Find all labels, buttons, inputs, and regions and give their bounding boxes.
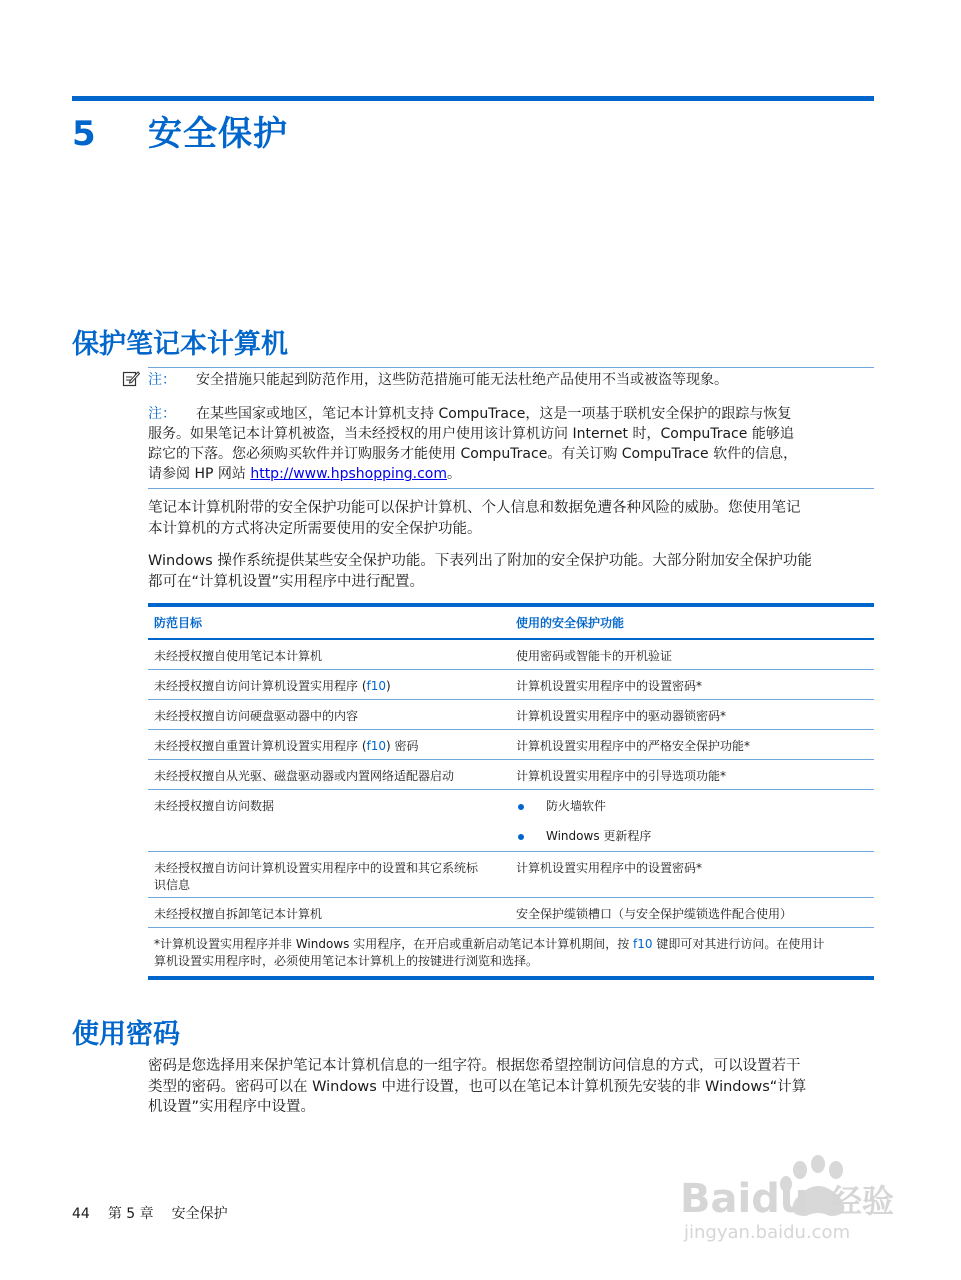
passwords-line-1: 密码是您选择用来保护笔记本计算机信息的一组字符。根据您希望控制访问信息的方式，可以设置若干 — [148, 1058, 801, 1074]
passwords-line-3: 机设置”实用程序中设置。 — [148, 1099, 316, 1115]
note-rule-top — [148, 367, 874, 368]
windows-paragraph — [148, 551, 874, 592]
passwords-line-2: 类型的密码。密码可以在 Windows 中进行设置，也可以在笔记本计算机预先安装的非 Windows“计算 — [148, 1078, 807, 1095]
intro-paragraph — [148, 498, 874, 539]
footer-title: 安全保护 — [171, 1206, 228, 1222]
table-row: 未经授权擅自访问硬盘驱动器中的内容 计算机设置实用程序中的驱动器锁密码* — [148, 700, 874, 730]
bullet-icon — [518, 834, 524, 840]
note-1-text: 安全措施只能起到防范作用，这些防范措施可能无法杜绝产品使用不当或被盗等现象。 — [196, 372, 728, 388]
header-feature: 使用的安全保护功能 — [516, 616, 625, 630]
note-rule-bottom — [148, 488, 874, 489]
note-2-line-2: 服务。如果笔记本计算机被盗，当未经授权的用户使用该计算机访问 Internet 时，CompuTrace 能够追 — [148, 426, 794, 442]
bullet-icon — [518, 804, 524, 810]
footer-chapter: 第 5 章 — [107, 1206, 154, 1222]
section-heading-passwords: 使用密码 — [72, 1019, 180, 1050]
table-footnote: *计算机设置实用程序并非 Windows 实用程序，在开启或重新启动笔记本计算机期间，按 f10 键即可对其进行访问。在使用计 算机设置实用程序时，必须使用笔记本计算机上的按键进行浏览和选择。 — [154, 937, 825, 968]
table-row: 未经授权擅自访问计算机设置实用程序中的设置和其它系统标 识信息 计算机设置实用程序中的设置密码* — [148, 852, 874, 898]
intro-line-2: 本计算机的方式将决定所需要使用的安全保护功能。 — [148, 520, 482, 537]
note-2-label: 注： — [148, 406, 176, 422]
intro-line-1: 笔记本计算机附带的安全保护功能可以保护计算机、个人信息和数据免遭各种风险的威胁。您使用笔记 — [148, 500, 801, 516]
chapter-top-rule — [72, 96, 874, 101]
chapter-number: 5 — [72, 114, 97, 154]
table-row: 未经授权擅自拆卸笔记本计算机 安全保护缆锁槽口（与安全保护缆锁选件配合使用） — [148, 898, 874, 928]
f10-key: f10 — [366, 739, 386, 753]
table-row: 未经授权擅自重置计算机设置实用程序 (f10) 密码 计算机设置实用程序中的严格安全保护功能* — [148, 730, 874, 760]
note-2-period: 。 — [447, 466, 461, 482]
note-2-line-4: 请参阅 HP 网站 — [148, 466, 251, 482]
table-row: 未经授权擅自访问数据 防火墙软件 Windows 更新程序 — [148, 790, 874, 852]
note-2 — [148, 404, 874, 489]
f10-key: f10 — [366, 679, 386, 693]
chapter-title-text: 安全保护 — [148, 114, 288, 154]
header-threat: 防范目标 — [154, 616, 203, 630]
page-footer — [72, 1203, 246, 1223]
baidu-watermark-logo — [680, 1150, 910, 1250]
table-header — [148, 607, 874, 640]
note-1-label: 注： — [148, 372, 176, 388]
table-bottom-rule — [148, 976, 874, 980]
hp-website-link[interactable]: http://www.hpshopping.com — [250, 466, 447, 482]
svg-text:经验: 经验 — [830, 1182, 895, 1220]
windows-line-2: 都可在“计算机设置”实用程序中进行配置。 — [148, 573, 425, 590]
table-row: 未经授权擅自访问计算机设置实用程序 (f10) 计算机设置实用程序中的设置密码* — [148, 670, 874, 700]
chapter-title — [72, 106, 288, 155]
f10-key: f10 — [633, 937, 653, 951]
note-icon — [122, 369, 140, 387]
table-row: 未经授权擅自使用笔记本计算机 使用密码或智能卡的开机验证 — [148, 640, 874, 670]
note-2-line-1: 在某些国家或地区，笔记本计算机支持 CompuTrace，这是一项基于联机安全保护的跟踪与恢复 — [196, 406, 792, 422]
note-2-line-3: 踪它的下落。您必须购买软件并订购服务才能使用 CompuTrace。有关订购 CompuTrace 软件的信息， — [148, 446, 798, 462]
passwords-paragraph — [148, 1056, 874, 1118]
windows-line-1: Windows 操作系统提供某些安全保护功能。下表列出了附加的安全保护功能。大部分附加安全保护功能 — [148, 553, 812, 569]
section-heading-protect: 保护笔记本计算机 — [72, 329, 288, 360]
bullet-item: Windows 更新程序 — [518, 828, 874, 845]
note-1-line — [148, 370, 874, 390]
security-table — [148, 603, 874, 980]
svg-text:jingyan.baidu.com: jingyan.baidu.com — [684, 1222, 851, 1243]
bullet-item: 防火墙软件 — [518, 798, 874, 815]
note-1 — [148, 367, 874, 390]
table-row: 未经授权擅自从光驱、磁盘驱动器或内置网络适配器启动 计算机设置实用程序中的引导选项功能* — [148, 760, 874, 790]
svg-text:Baidu: Baidu — [680, 1176, 809, 1222]
page-number: 44 — [72, 1206, 90, 1222]
